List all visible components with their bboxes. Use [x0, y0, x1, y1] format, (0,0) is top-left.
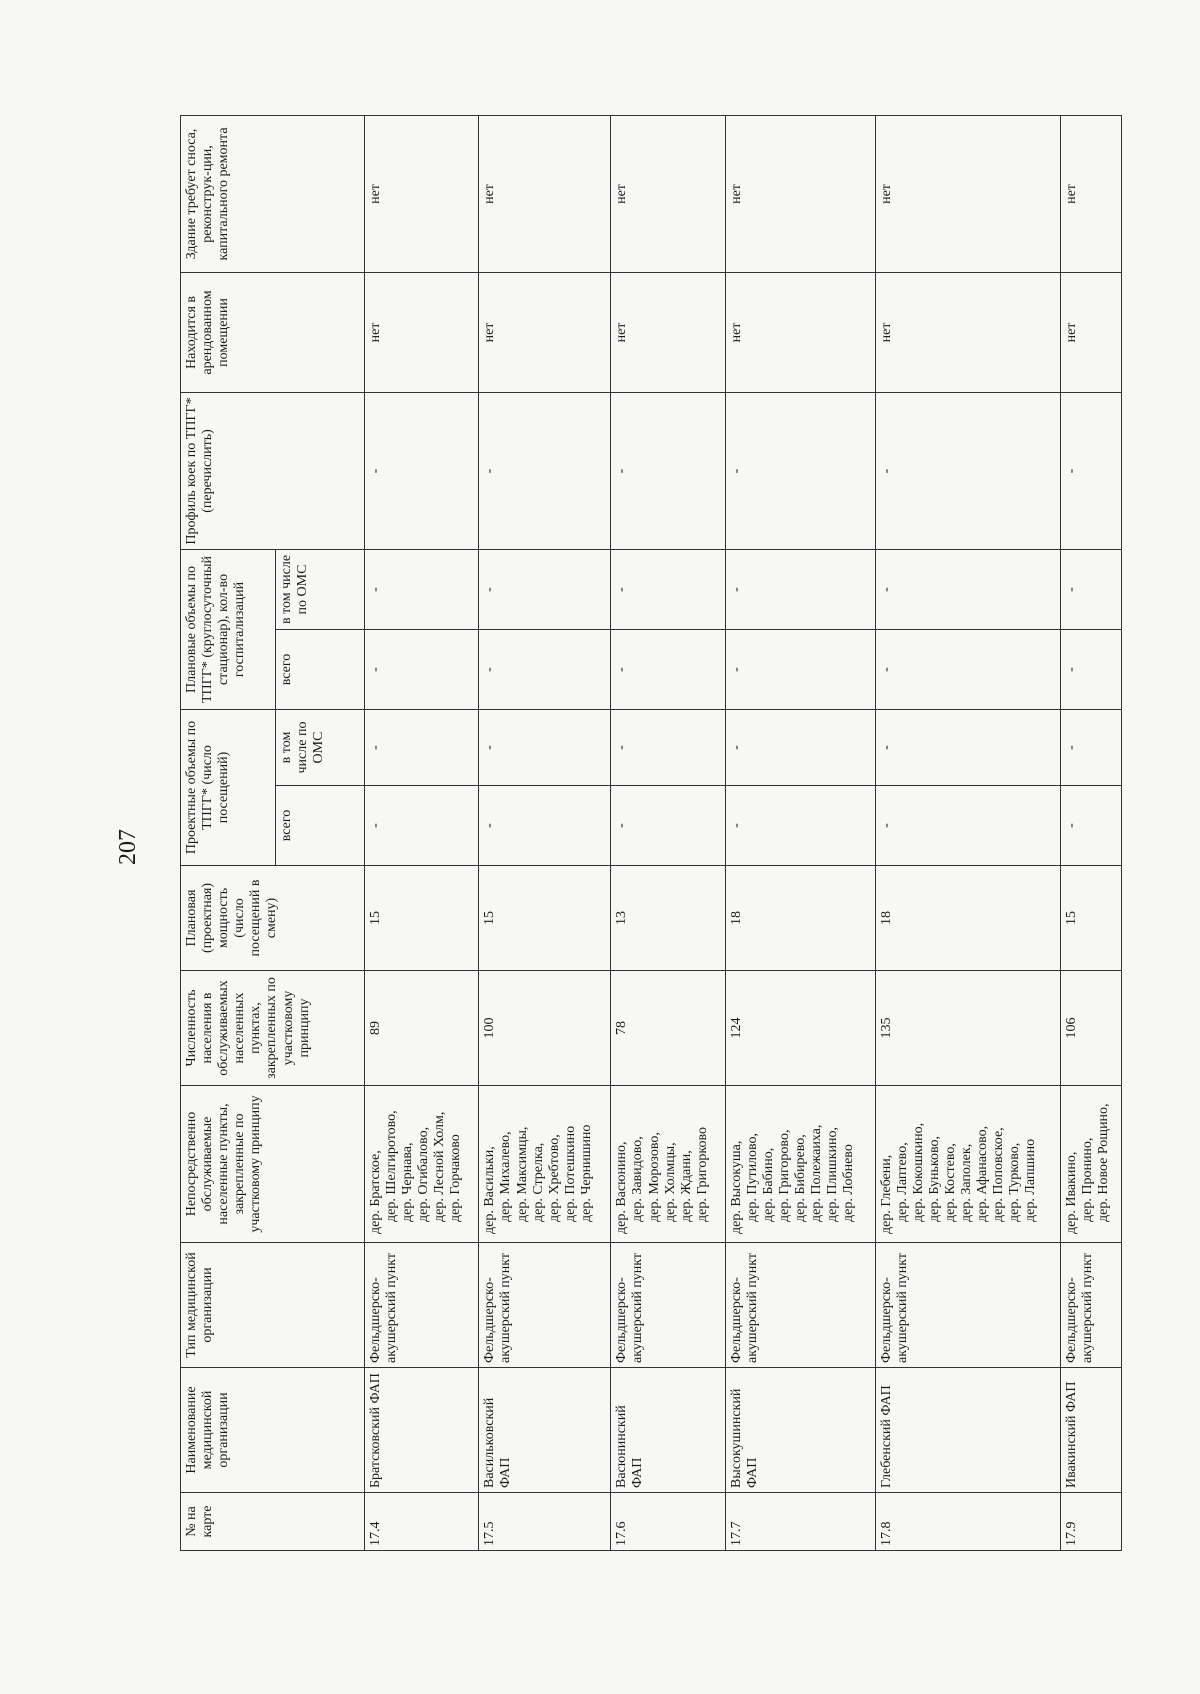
cell-name: Братсковский ФАП: [365, 1368, 479, 1493]
settlement-item: дер. Лаптево,: [894, 1142, 910, 1222]
cell-population: 124: [725, 971, 875, 1086]
settlement-item: дер. Бабино,: [760, 1147, 776, 1222]
cell-visits-total: -: [875, 786, 1060, 866]
cell-hosp-total: -: [611, 630, 725, 710]
settlement-item: дер. Ждани,: [678, 1150, 694, 1222]
cell-rented: нет: [1060, 272, 1121, 392]
cell-visits-oms: -: [611, 710, 725, 786]
settlement-item: дер. Григорово,: [776, 1129, 792, 1222]
cell-settlements: [611, 1086, 725, 1243]
settlement-item: дер. Кокошкино,: [910, 1122, 926, 1222]
cell-bed-profile: -: [365, 392, 479, 549]
cell-repair: нет: [611, 115, 725, 272]
cell-settlements: [725, 1086, 875, 1243]
cell-rented: нет: [725, 272, 875, 392]
settlement-item: дер. Максимцы,: [514, 1126, 530, 1222]
cell-hosp-oms: -: [611, 549, 725, 629]
settlement-item: дер. Михалево,: [498, 1131, 514, 1222]
cell-bed-profile: -: [875, 392, 1060, 549]
page-number: 207: [115, 829, 141, 865]
settlement-item: дер. Лобнево: [841, 1144, 857, 1222]
header-visits-oms: в том числе по ОМС: [276, 710, 365, 786]
settlement-item: дер. Морозово,: [646, 1132, 662, 1222]
settlement-item: дер. Хребтово,: [546, 1134, 562, 1222]
cell-visits-total: -: [611, 786, 725, 866]
cell-type: Фельдшерско-акушерский пункт: [1060, 1243, 1121, 1368]
header-population: Численность населения в обслуживаемых населенных пунктах, закрепленных по участковому принципу: [181, 971, 365, 1086]
cell-hosp-total: -: [1060, 630, 1121, 710]
header-capacity: Плановая (проектная) мощность (число посещений в смену): [181, 866, 365, 971]
settlement-item: дер. Костево,: [942, 1143, 958, 1222]
facilities-table: [180, 115, 1122, 1551]
cell-name: Ивакинский ФАП: [1060, 1368, 1121, 1493]
cell-hosp-oms: -: [725, 549, 875, 629]
table-row: [365, 115, 479, 1550]
cell-capacity: 18: [875, 866, 1060, 971]
cell-visits-total: -: [479, 786, 611, 866]
header-visits-total: всего: [276, 786, 365, 866]
settlement-item: дер. Афанасово,: [975, 1125, 991, 1222]
header-repair: Здание требует сноса, реконструк-ции, капитального ремонта: [181, 115, 365, 272]
rotated-table-wrapper: [180, 116, 1122, 1551]
cell-visits-total: -: [365, 786, 479, 866]
table-row: [479, 115, 611, 1550]
header-type: Тип медицинской организации: [181, 1243, 365, 1368]
cell-hosp-oms: -: [365, 549, 479, 629]
cell-repair: нет: [725, 115, 875, 272]
cell-name: Васюнинский ФАП: [611, 1368, 725, 1493]
settlement-item: дер. Бибирево,: [793, 1134, 809, 1222]
settlement-item: дер. Завидово,: [630, 1136, 646, 1222]
settlement-item: дер. Заполек,: [959, 1143, 975, 1222]
cell-settlements: [365, 1086, 479, 1243]
table-row: [1060, 115, 1121, 1550]
settlement-item: дер. Глебени,: [878, 1154, 894, 1234]
header-visits: Проектные объемы по ТПГГ* (число посещений): [181, 710, 276, 866]
settlement-item: дер. Пронино,: [1080, 1137, 1096, 1222]
table-body: [365, 115, 1122, 1550]
cell-bed-profile: -: [725, 392, 875, 549]
cell-repair: нет: [365, 115, 479, 272]
settlement-item: дер. Чернава,: [400, 1142, 416, 1222]
cell-num: 17.7: [725, 1493, 875, 1551]
cell-settlements: [1060, 1086, 1121, 1243]
cell-name: Глебенский ФАП: [875, 1368, 1060, 1493]
settlement-item: дер. Стрелка,: [530, 1142, 546, 1222]
cell-visits-total: -: [725, 786, 875, 866]
settlement-item: дер. Потешкино: [562, 1125, 578, 1222]
header-bed-profile: Профиль коек по ТПГГ* (перечислить): [181, 392, 365, 549]
cell-bed-profile: -: [479, 392, 611, 549]
cell-rented: нет: [875, 272, 1060, 392]
cell-capacity: 13: [611, 866, 725, 971]
settlement-item: дер. Буньково,: [926, 1135, 942, 1222]
cell-name: Высокушинский ФАП: [725, 1368, 875, 1493]
settlement-item: дер. Васюнино,: [614, 1141, 630, 1234]
header-hospitalizations: Плановые объемы по ТПГГ* (круглосуточный стационар), кол-во госпитализаций: [181, 549, 276, 709]
settlement-item: дер. Чернишино: [578, 1124, 594, 1222]
cell-visits-oms: -: [365, 710, 479, 786]
cell-bed-profile: -: [611, 392, 725, 549]
cell-type: Фельдшерско-акушерский пункт: [479, 1243, 611, 1368]
header-row-1: [181, 115, 276, 1550]
cell-hosp-total: -: [479, 630, 611, 710]
cell-type: Фельдшерско-акушерский пункт: [611, 1243, 725, 1368]
cell-hosp-total: -: [875, 630, 1060, 710]
cell-num: 17.9: [1060, 1493, 1121, 1551]
table-row: [875, 115, 1060, 1550]
settlement-item: дер. Горчаково: [448, 1134, 464, 1222]
table-row: [725, 115, 875, 1550]
settlement-item: дер. Лапшино: [1023, 1138, 1039, 1222]
cell-capacity: 15: [365, 866, 479, 971]
cell-rented: нет: [479, 272, 611, 392]
cell-type: Фельдшерско-акушерский пункт: [365, 1243, 479, 1368]
table-row: [611, 115, 725, 1550]
settlement-item: дер. Путилово,: [744, 1132, 760, 1222]
settlement-item: дер. Холмцы,: [662, 1142, 678, 1222]
cell-population: 100: [479, 971, 611, 1086]
settlement-item: дер. Турково,: [1007, 1142, 1023, 1222]
cell-visits-total: -: [1060, 786, 1121, 866]
settlement-item: дер. Васильки,: [482, 1146, 498, 1234]
settlement-item: дер. Поповское,: [991, 1127, 1007, 1222]
cell-capacity: 15: [1060, 866, 1121, 971]
header-name: Наименование медицинской организации: [181, 1368, 365, 1493]
settlement-item: дер. Плишкино,: [825, 1127, 841, 1222]
cell-visits-oms: -: [875, 710, 1060, 786]
settlement-item: дер. Огибалово,: [416, 1126, 432, 1222]
cell-population: 89: [365, 971, 479, 1086]
cell-rented: нет: [365, 272, 479, 392]
cell-capacity: 15: [479, 866, 611, 971]
settlement-item: дер. Полежаиха,: [809, 1124, 825, 1222]
header-hosp-oms: в том числе по ОМС: [276, 549, 365, 629]
cell-hosp-total: -: [365, 630, 479, 710]
cell-rented: нет: [611, 272, 725, 392]
cell-settlements: [479, 1086, 611, 1243]
cell-settlements: [875, 1086, 1060, 1243]
settlement-item: дер. Лесной Холм,: [432, 1111, 448, 1222]
cell-num: 17.5: [479, 1493, 611, 1551]
settlement-item: дер. Шелгиротово,: [384, 1110, 400, 1222]
cell-type: Фельдшерско-акушерский пункт: [875, 1243, 1060, 1368]
settlement-item: дер. Братское,: [368, 1150, 383, 1234]
cell-hosp-total: -: [725, 630, 875, 710]
cell-visits-oms: -: [1060, 710, 1121, 786]
cell-population: 78: [611, 971, 725, 1086]
cell-repair: нет: [875, 115, 1060, 272]
settlement-item: дер. Ивакино,: [1063, 1151, 1079, 1234]
header-settlements: Непосредственно обслуживаемые населенные пункты, закрепленные по участковому принципу: [181, 1086, 365, 1243]
cell-visits-oms: -: [479, 710, 611, 786]
cell-repair: нет: [1060, 115, 1121, 272]
cell-population: 135: [875, 971, 1060, 1086]
cell-hosp-oms: -: [1060, 549, 1121, 629]
header-rented: Находится в арендованном помещении: [181, 272, 365, 392]
cell-population: 106: [1060, 971, 1121, 1086]
cell-type: Фельдшерско-акушерский пункт: [725, 1243, 875, 1368]
cell-visits-oms: -: [725, 710, 875, 786]
settlement-item: дер. Новое Рощино,: [1096, 1103, 1112, 1222]
cell-repair: нет: [479, 115, 611, 272]
cell-num: 17.8: [875, 1493, 1060, 1551]
cell-capacity: 18: [725, 866, 875, 971]
cell-hosp-oms: -: [479, 549, 611, 629]
cell-bed-profile: -: [1060, 392, 1121, 549]
cell-name: Васильковский ФАП: [479, 1368, 611, 1493]
cell-num: 17.4: [365, 1493, 479, 1551]
settlement-item: дер. Григорково: [694, 1126, 710, 1222]
cell-hosp-oms: -: [875, 549, 1060, 629]
header-hosp-total: всего: [276, 630, 365, 710]
header-num: № на карте: [181, 1493, 365, 1551]
cell-num: 17.6: [611, 1493, 725, 1551]
settlement-item: дер. Высокуша,: [728, 1140, 744, 1234]
